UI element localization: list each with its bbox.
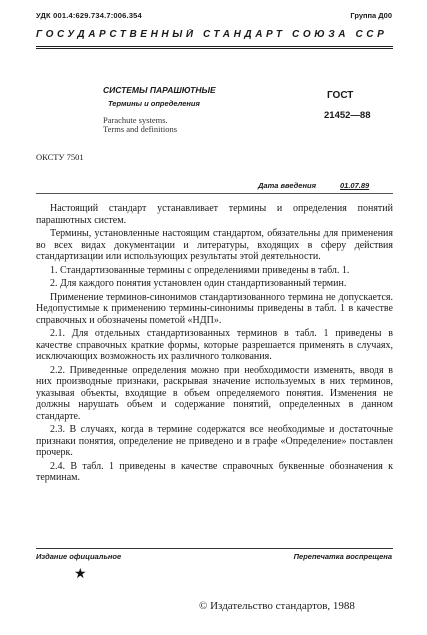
footer-rule: [36, 548, 393, 549]
paragraph: Настоящий стандарт устанавливает термины и определения понятий парашютных систем.: [36, 203, 393, 226]
gost-label: ГОСТ: [327, 90, 354, 101]
effective-date-label: Дата введения: [258, 181, 316, 190]
gost-number: 21452—88: [324, 110, 371, 121]
star-icon: ★: [74, 567, 87, 582]
paragraph: Термины, установленные настоящим стандартом, обязательны для применения во всех видах документации и литературы, входящих в сферу действия стандартизации или использующих результаты этой деятельности.: [36, 228, 393, 262]
document-name-en: [103, 116, 177, 134]
standard-title: ГОСУДАРСТВЕННЫЙ СТАНДАРТ СОЮЗА ССР: [36, 29, 388, 40]
paragraph: 2.2. Приведенные определения можно при необходимости изменять, вводя в них производные признаки, раскрывая значение используемых в них терминов, указывая объекты, входящие в объем определяемого понятия. Изменения не должны нарушать объем и содержание понятий, определенных в данном стандарте.: [36, 364, 393, 422]
paragraph: 2.1. Для отдельных стандартизованных терминов в табл. 1 приведены в качестве справочных краткие формы, которые разрешается применять в случаях, исключающих возможность их различного толкования.: [36, 328, 393, 362]
group-code: Группа Д00: [350, 11, 392, 20]
header-rule-double: [36, 48, 393, 49]
body-text: [36, 203, 393, 486]
document-name-ru: СИСТЕМЫ ПАРАШЮТНЫЕ: [103, 85, 216, 95]
document-name-en-line1: Parachute systems.: [103, 115, 168, 125]
paragraph: 2. Для каждого понятия установлен один стандартизованный термин.: [50, 278, 347, 289]
paragraph: 2.4. В табл. 1 приведены в качестве справочных буквенные обозначения к терминам.: [36, 460, 393, 483]
okstu-code: ОКСТУ 7501: [36, 152, 84, 162]
document-name-en-line2: Terms and definitions: [103, 124, 178, 134]
reprint-prohibited-label: Перепечатка воспрещена: [293, 552, 392, 561]
document-subtitle-ru: Термины и определения: [108, 99, 200, 108]
header-rule: [36, 46, 393, 47]
paragraph: Применение терминов-синонимов стандартизованного термина не допускается. Недопустимые к применению термины-синонимы приведены в табл. 1 в качестве справочных и обозначены пометой «НДП».: [36, 291, 393, 326]
official-edition-label: Издание официальное: [36, 552, 122, 561]
date-rule: [36, 193, 393, 194]
publisher-copyright: © Издательство стандартов, 1988: [199, 600, 355, 612]
effective-date-value: 01.07.89: [340, 181, 370, 190]
paragraph: 1. Стандартизованные термины с определениями приведены в табл. 1.: [50, 264, 350, 276]
paragraph: 2.3. В случаях, когда в термине содержатся все необходимые и достаточные признаки понятия, определение не приведено и в графе «Определение» поставлен прочерк.: [36, 424, 393, 458]
udk-code: УДК 001.4:629.734.7:006.354: [36, 11, 142, 20]
